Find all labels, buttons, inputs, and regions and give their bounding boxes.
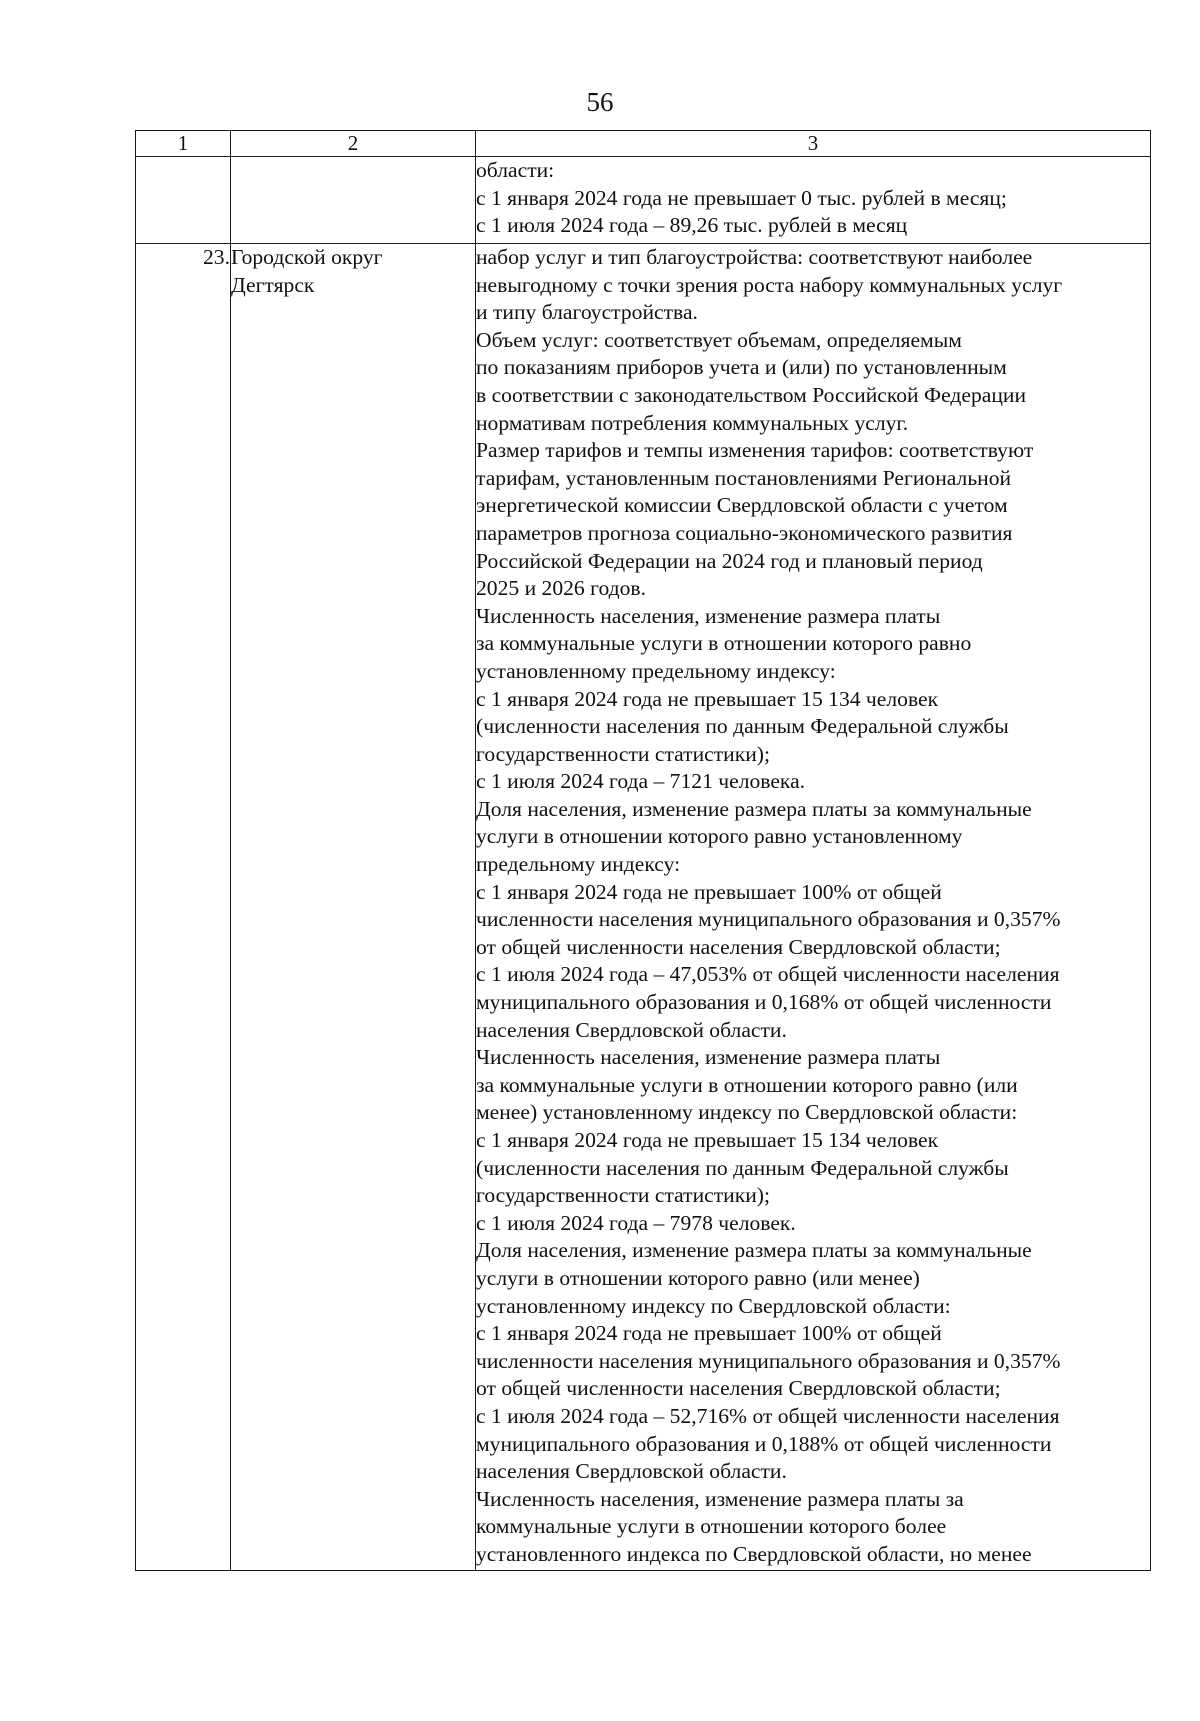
text-line: и типу благоустройства. — [476, 300, 698, 325]
text-line: набор услуг и тип благоустройства: соответствуют наиболее — [476, 245, 1033, 269]
description-cell — [476, 157, 1151, 244]
row-number-cell: 23. — [136, 244, 231, 1571]
text-line: в соответствии с законодательством Российской Федерации — [476, 382, 1026, 407]
text-line: муниципального образования и 0,188% от общей численности — [476, 1431, 1052, 1456]
text-line: установленному индексу по Свердловской области: — [476, 1293, 951, 1318]
text-line: нормативам потребления коммунальных услуг. — [476, 410, 909, 435]
text-line: численности населения муниципального образования и 0,357% — [476, 907, 1061, 932]
municipality-name-line: Дегтярск — [231, 272, 315, 297]
text-line: коммунальные услуги в отношении которого более — [476, 1514, 947, 1539]
text-line: области: — [476, 158, 555, 182]
text-line: с 1 июля 2024 года – 52,716% от общей численности населения — [476, 1403, 1060, 1428]
page-number: 56 — [586, 87, 614, 117]
text-line: услуги в отношении которого равно установленному — [476, 824, 963, 849]
text-line: за коммунальные услуги в отношении которого равно (или — [476, 1072, 1018, 1097]
table-row-continuation — [136, 157, 1151, 244]
row-number-cell — [136, 157, 231, 244]
table-row-23 — [136, 244, 1151, 1571]
text-line: с 1 января 2024 года не превышает 0 тыс. рублей в месяц; — [476, 185, 1007, 210]
text-line: населения Свердловской области. — [476, 1459, 787, 1484]
text-line: (численности населения по данным Федеральной службы — [476, 1155, 1009, 1180]
text-line: за коммунальные услуги в отношении которого равно — [476, 631, 972, 656]
text-line: населения Свердловской области. — [476, 1017, 787, 1042]
text-line: установленного индекса по Свердловской области, но менее — [476, 1541, 1032, 1566]
text-line: невыгодному с точки зрения роста набору коммунальных услуг — [476, 272, 1063, 297]
text-line: Численность населения, изменение размера платы за — [476, 1486, 964, 1511]
text-line: от общей численности населения Свердловской области; — [476, 934, 1001, 959]
text-line: менее) установленному индексу по Свердловской области: — [476, 1100, 1018, 1125]
text-line: предельному индексу: — [476, 852, 681, 877]
text-line: по показаниям приборов учета и (или) по установленным — [476, 355, 1007, 380]
text-line: с 1 января 2024 года не превышает 100% от общей — [476, 879, 942, 904]
text-line: с 1 января 2024 года не превышает 100% от общей — [476, 1321, 942, 1346]
text-line: 2025 и 2026 годов. — [476, 576, 646, 601]
text-line: от общей численности населения Свердловской области; — [476, 1376, 1001, 1401]
municipality-name-cell — [231, 157, 476, 244]
text-line: Российской Федерации на 2024 год и плановый период — [476, 548, 983, 573]
text-line: с 1 июля 2024 года – 7121 человека. — [476, 769, 806, 794]
column-header-2: 2 — [231, 131, 476, 157]
text-line: государственности статистики); — [476, 1183, 770, 1208]
column-header-3: 3 — [476, 131, 1151, 157]
text-line: Доля населения, изменение размера платы за коммунальные — [476, 1238, 1032, 1263]
column-header-1: 1 — [136, 131, 231, 157]
text-line: тарифам, установленным постановлениями Региональной — [476, 465, 1012, 490]
table-header-row — [136, 131, 1151, 157]
text-line: с 1 июля 2024 года – 47,053% от общей численности населения — [476, 962, 1060, 987]
text-line: параметров прогноза социально-экономического развития — [476, 520, 1013, 545]
text-line: с 1 июля 2024 года – 89,26 тыс. рублей в месяц — [476, 213, 908, 238]
municipality-name-line: Городской округ — [231, 245, 383, 269]
text-line: муниципального образования и 0,168% от общей численности — [476, 990, 1052, 1015]
text-line: с 1 января 2024 года не превышает 15 134 человек — [476, 686, 939, 711]
description-cell — [476, 244, 1151, 1571]
text-line: установленному предельному индексу: — [476, 658, 836, 683]
text-line: (численности населения по данным Федеральной службы — [476, 714, 1009, 739]
text-line: государственности статистики); — [476, 741, 770, 766]
municipality-name-cell — [231, 244, 476, 1571]
text-line: энергетической комиссии Свердловской области с учетом — [476, 493, 1008, 518]
text-line: Численность населения, изменение размера платы — [476, 1045, 941, 1070]
text-line: с 1 июля 2024 года – 7978 человек. — [476, 1210, 796, 1235]
text-line: Размер тарифов и темпы изменения тарифов: соответствуют — [476, 438, 1034, 463]
text-line: Доля населения, изменение размера платы за коммунальные — [476, 796, 1032, 821]
text-line: услуги в отношении которого равно (или менее) — [476, 1265, 920, 1290]
text-line: Объем услуг: соответствует объемам, определяемым — [476, 327, 962, 352]
text-line: Численность населения, изменение размера платы — [476, 603, 941, 628]
text-line: численности населения муниципального образования и 0,357% — [476, 1348, 1061, 1373]
text-line: с 1 января 2024 года не превышает 15 134 человек — [476, 1128, 939, 1152]
document-table — [135, 130, 1151, 1571]
